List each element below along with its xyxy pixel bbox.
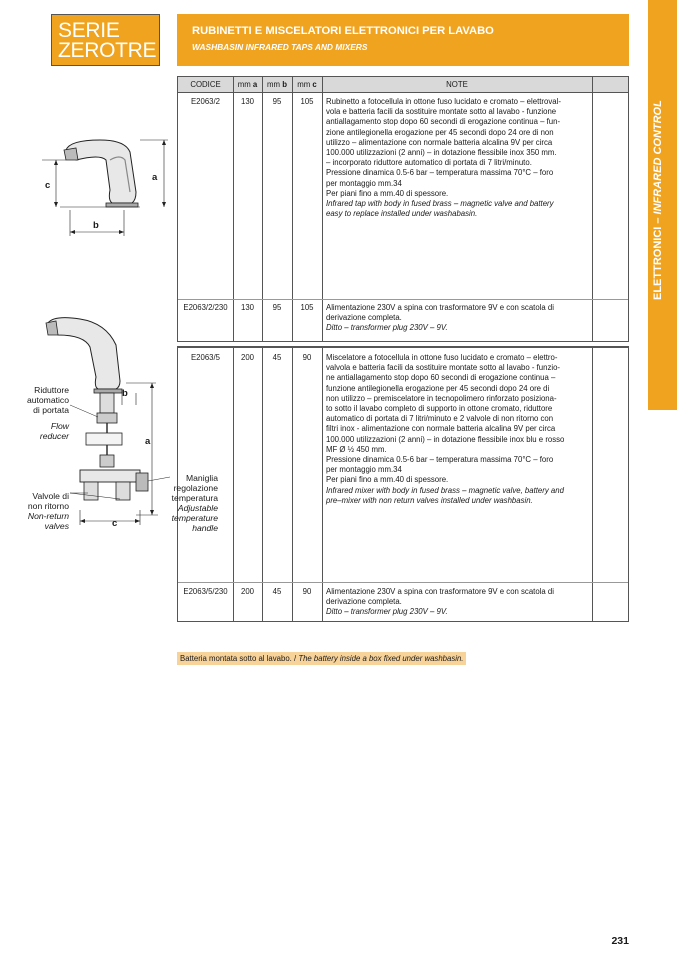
series-line2: ZEROTRE — [58, 39, 157, 62]
row-note — [326, 353, 588, 506]
row-dim-b: 95 — [272, 303, 282, 312]
row-code: E2063/2 — [190, 97, 221, 106]
row-note — [326, 587, 588, 618]
note-line: filtri inox - alimentazione con normale batteria alcalina 9V per circa — [326, 424, 556, 434]
note-line: automatico di portata di 7 litri/minuto e 2 valvole di non ritorno con — [326, 414, 554, 424]
side-tab — [648, 0, 677, 410]
row-note — [326, 303, 588, 334]
note-line: per montaggio mm.34 — [326, 178, 402, 188]
row-dim-c: 90 — [302, 587, 312, 596]
note-line-en: pre–mixer with non return valves installed under washbasin. — [326, 495, 533, 505]
flow-reducer-label: Riduttore automatico di portata — [26, 385, 69, 415]
note-line: derivazione completa. — [326, 597, 402, 607]
dim-label-b: b — [93, 220, 99, 231]
row-dim-a: 200 — [240, 587, 254, 596]
side-tab-italic: INFRARED CONTROL — [652, 100, 664, 215]
note-line: vola e batteria facili da sostituire montate sotto al lavabo - funzione — [326, 107, 557, 117]
note-line: per montaggio mm.34 — [326, 465, 402, 475]
temperature-handle-label: Maniglia regolazione temperatura — [171, 473, 218, 503]
header-mm-c: mm c — [297, 80, 317, 89]
note-line: Alimentazione 230V a spina con trasformatore 9V e con scatola di — [326, 587, 554, 596]
section-subtitle: WASHBASIN INFRARED TAPS AND MIXERS — [192, 42, 368, 52]
header-mm-b: mm b — [267, 80, 287, 89]
note-line: Miscelatore a fotocellula in ottone fuso lucidato e cromato – elettro- — [326, 353, 558, 362]
note-line: Per piani fino a mm.40 di spessore. — [326, 188, 449, 198]
row-code: E2063/5/230 — [183, 587, 228, 596]
dim-label-a: a — [152, 172, 158, 183]
row-dim-a: 130 — [240, 97, 254, 106]
page-number: 231 — [611, 935, 629, 947]
header-codice: CODICE — [190, 80, 221, 89]
temperature-handle-label-en: Adjustable temperature handle — [171, 503, 218, 533]
note-line-en: Infrared tap with body in fused brass – magnetic valve and battery — [326, 199, 554, 209]
flow-reducer-label-en: Flow reducer — [39, 421, 69, 441]
row-dim-c: 90 — [302, 353, 312, 362]
tap-diagram — [40, 130, 170, 240]
note-line: – incorporato riduttore automatico di portata di 7 litri/minuto. — [326, 158, 532, 168]
row-dim-b: 45 — [272, 353, 282, 362]
product-table-2 — [177, 346, 629, 622]
footnote: Batteria montata sotto al lavabo. / The battery inside a box fixed under washbasin. — [177, 652, 466, 665]
row-code: E2063/2/230 — [183, 303, 228, 312]
dim-label-c: c — [112, 518, 118, 529]
row-dim-c: 105 — [300, 303, 314, 312]
note-line: zione antilegionella erogazione per 45 secondi dopo 24 ore di non — [326, 127, 554, 137]
dim-label-a: a — [145, 436, 151, 447]
note-line: utilizzo – alimentazione con normale batteria alcalina 9V per circa — [326, 137, 553, 147]
note-line-en: Ditto – transformer plug 230V – 9V. — [326, 607, 448, 617]
non-return-valves-label-en: Non-return valves — [27, 511, 69, 531]
row-code: E2063/5 — [190, 353, 221, 362]
non-return-valves-label: Valvole di non ritorno — [27, 491, 69, 511]
section-title: RUBINETTI E MISCELATORI ELETTRONICI PER LAVABO — [192, 25, 494, 37]
series-badge — [51, 14, 160, 66]
note-line: MF Ø ½ 450 mm. — [326, 444, 387, 454]
product-table-1 — [177, 76, 629, 342]
row-dim-a: 200 — [240, 353, 254, 362]
note-line: Pressione dinamica 0.5-6 bar – temperatura massima 70°C – foro — [326, 455, 554, 465]
note-line: Pressione dinamica 0.5-6 bar – temperatura massima 70°C – foro — [326, 168, 554, 178]
row-dim-b: 95 — [272, 97, 282, 106]
header-note: NOTE — [446, 80, 468, 89]
side-tab-text: ELETTRONICI – — [652, 214, 664, 300]
series-line1: SERIE — [58, 19, 120, 42]
note-line: funzione antilegionella erogazione per 45 secondi dopo 24 ore di — [326, 383, 550, 393]
note-line-en: easy to replace installed under washabasin. — [326, 209, 478, 219]
note-line: derivazione completa. — [326, 313, 402, 323]
note-line: ne antiallagamento stop dopo 60 secondi di erogazione continua – — [326, 373, 556, 383]
section-header — [177, 14, 629, 66]
note-line-en: Infrared mixer with body in fused brass – magnetic valve, battery and — [326, 485, 564, 495]
dim-label-c: c — [45, 180, 51, 191]
row-note — [326, 97, 588, 219]
dim-label-b: b — [122, 388, 128, 399]
row-dim-a: 130 — [240, 303, 254, 312]
note-line: 100.000 utilizzazioni (2 anni) – in dotazione flessibile inox 350 mm. — [326, 148, 557, 158]
row-dim-c: 105 — [300, 97, 314, 106]
note-line: Rubinetto a fotocellula in ottone fuso lucidato e cromato – elettroval- — [326, 97, 561, 106]
note-line: antiallagamento stop dopo 60 secondi di erogazione continua – fun- — [326, 117, 561, 127]
table-header — [178, 77, 628, 93]
note-line: 100.000 utilizzazioni (2 anni) – in dotazione flessibile inox blu e rosso — [326, 434, 565, 444]
row-dim-b: 45 — [272, 587, 282, 596]
note-line: Alimentazione 230V a spina con trasformatore 9V e con scatola di — [326, 303, 554, 312]
note-line: to sotto il lavabo completo di supporto in ottone cromato, riduttore — [326, 404, 553, 414]
note-line: valvola e batteria facili da sostituire montate sotto al lavabo - funzio- — [326, 363, 561, 373]
note-line-en: Ditto – transformer plug 230V – 9V. — [326, 323, 448, 333]
header-mm-a: mm a — [237, 80, 258, 89]
note-line: Per piani fino a mm.40 di spessore. — [326, 475, 449, 485]
note-line: non utilizzo – premiscelatore in tecnopolimero rinforzato posiziona- — [326, 393, 557, 403]
